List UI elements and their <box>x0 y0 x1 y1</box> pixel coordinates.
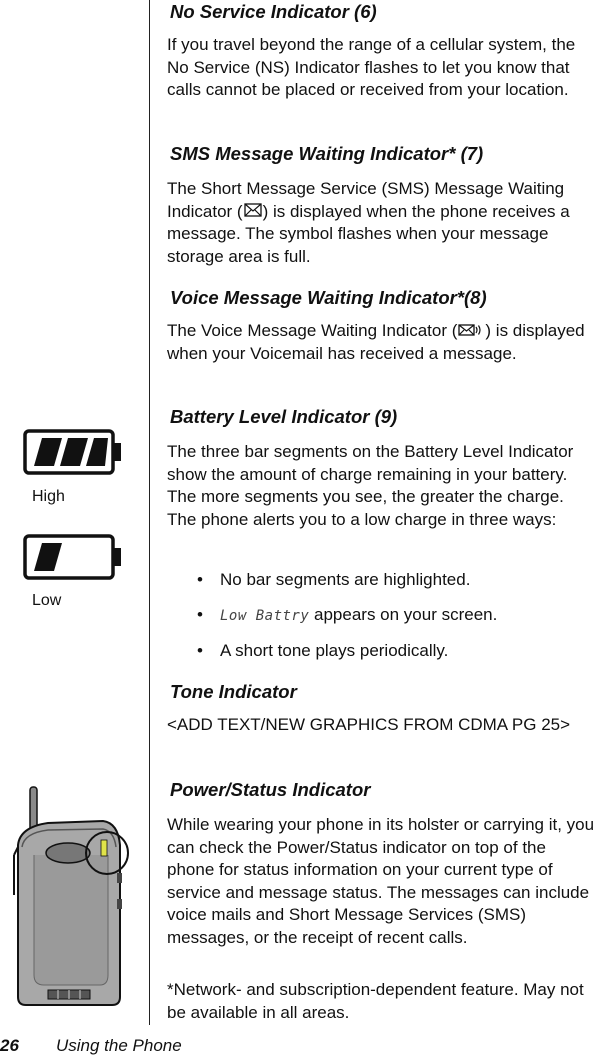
battery-low-icon <box>22 533 127 588</box>
power-body: While wearing your phone in its holster or carrying it, you can check the Power/Status indicator on top of the phone for status information on your current type of service and message status. The messages can include voice mails and Short Message Services (SMS) messages, or the receipt of recent calls. <box>167 815 595 947</box>
sms-heading: SMS Message Waiting Indicator* (7) <box>170 143 484 164</box>
battery-high-label: High <box>32 488 65 505</box>
page-number: 26 <box>0 1036 19 1055</box>
no-service-heading: No Service Indicator (6) <box>170 1 377 22</box>
battery-bullet-1: No bar segments are highlighted. <box>220 570 471 589</box>
battery-body: The three bar segments on the Battery Level Indicator show the amount of charge remaining in your battery. The more segments you see, the greater the charge. The phone alerts you to a low charge in three ways: <box>167 442 574 529</box>
voicemail-envelope-icon <box>458 320 484 343</box>
battery-bullet-2-text: appears on your screen. <box>309 605 498 624</box>
battery-low-label: Low <box>32 592 62 609</box>
bullet-marker: • <box>197 605 203 624</box>
battery-high-icon <box>22 428 127 483</box>
battery-bullet-3: A short tone plays periodically. <box>220 641 449 660</box>
low-battery-lcd-text: Low Battry <box>220 608 310 624</box>
tone-body: <ADD TEXT/NEW GRAPHICS FROM CDMA PG 25> <box>167 715 571 734</box>
phone-top-illustration <box>8 785 133 1015</box>
voice-heading: Voice Message Waiting Indicator*(8) <box>170 287 487 308</box>
no-service-body: If you travel beyond the range of a cellular system, the No Service (NS) Indicator flashes to let you know that calls cannot be placed or received from your location. <box>167 35 576 99</box>
margin-rule <box>149 0 150 1025</box>
sms-body <box>167 178 597 268</box>
power-heading: Power/Status Indicator <box>170 779 371 800</box>
bullet-marker: • <box>197 570 203 589</box>
voice-body-text-b: ) is displayed when your Voicemail has received a message. <box>167 321 585 363</box>
sms-body-text-a: The Short Message Service (SMS) Message Waiting Indicator ( <box>167 179 565 221</box>
envelope-icon <box>244 201 262 224</box>
footnote: *Network- and subscription-dependent feature. May not be available in all areas. <box>167 980 584 1022</box>
tone-heading: Tone Indicator <box>170 681 297 702</box>
voice-body <box>167 320 597 365</box>
section-title: Using the Phone <box>56 1036 182 1055</box>
bullet-marker: • <box>197 641 203 660</box>
battery-heading: Battery Level Indicator (9) <box>170 406 398 427</box>
sms-body-text-b: ) is displayed when the phone receives a message. The symbol flashes when your message storage area is full. <box>167 201 570 266</box>
voice-body-text-a: The Voice Message Waiting Indicator ( <box>167 321 458 340</box>
battery-bullet-2 <box>220 605 497 625</box>
